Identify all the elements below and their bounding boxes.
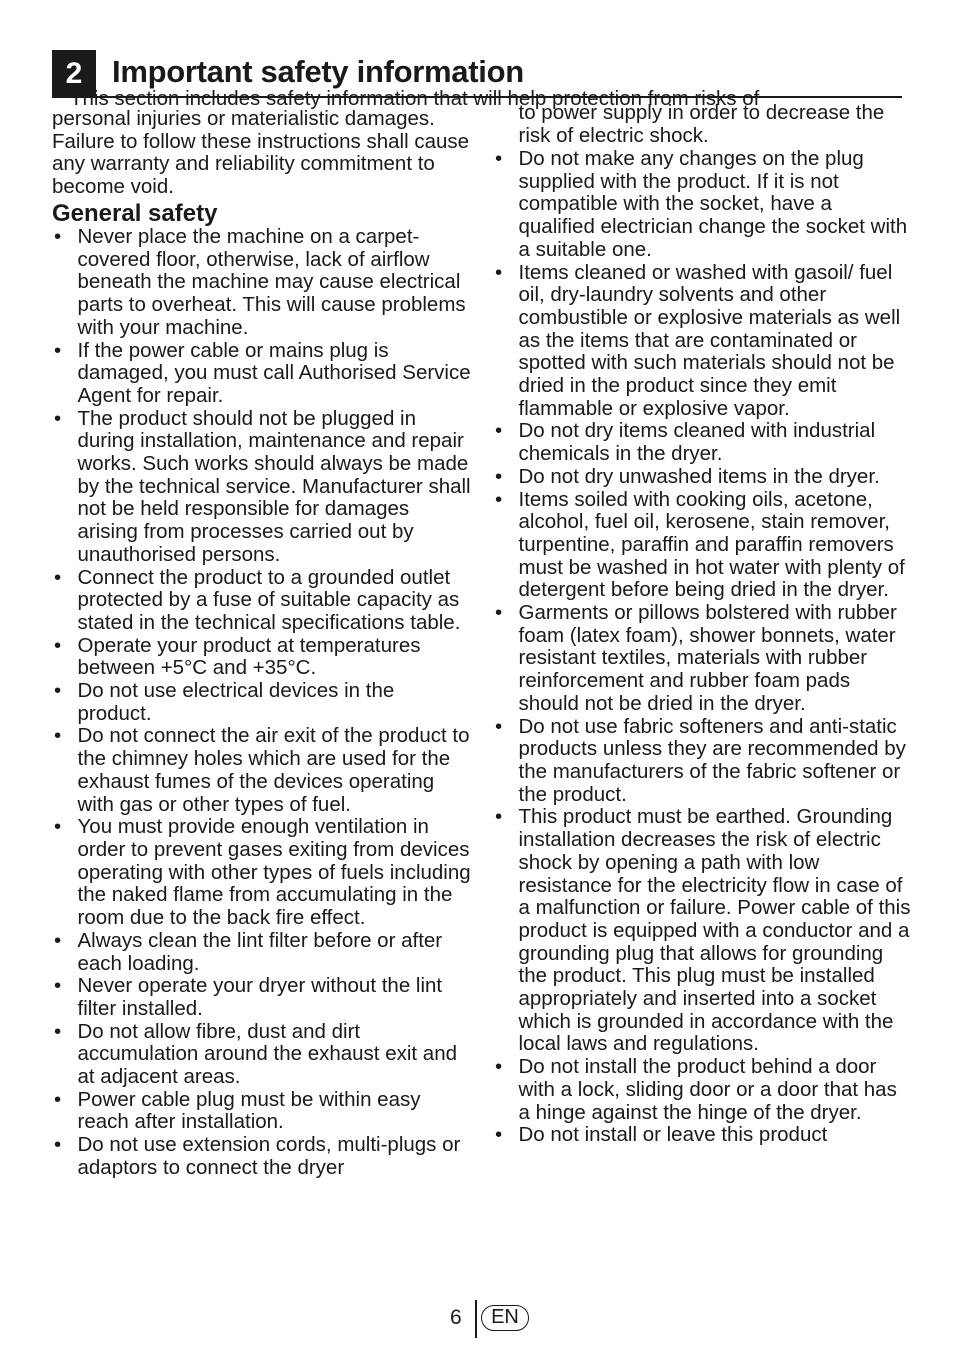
list-item: • Do not dry items cleaned with industrial chemicals in the dryer. [493, 420, 913, 465]
list-item: • Do not dry unwashed items in the dryer. [493, 466, 913, 489]
list-item: • The product should not be plugged in during installation, maintenance and repair works. Such works should always be made by the technical service. Manufacturer shall not be held responsible for damages arising from processes carried out by unauthorised persons. [52, 408, 472, 567]
list-item: • If the power cable or mains plug is damaged, you must call Authorised Service Agent for repair. [52, 340, 472, 408]
list-item: • Do not use fabric softeners and anti-static products unless they are recommended by the manufacturers of the fabric softener or the product. [493, 716, 913, 807]
list-item: • Never place the machine on a carpet-covered floor, otherwise, lack of airflow beneath the machine may cause electrical parts to overheat. This will cause problems with your machine. [52, 226, 472, 340]
list-item: • Do not use electrical devices in the product. [52, 680, 472, 725]
intro-paragraph: personal injuries or materialistic damages. Failure to follow these instructions shall cause any warranty and reliability commitment to become void. [52, 107, 470, 199]
list-item: • Do not allow fibre, dust and dirt accumulation around the exhaust exit and at adjacent areas. [52, 1021, 472, 1089]
intro-first-line: This section includes safety information that will help protection from risks of [70, 87, 760, 110]
list-item: • Do not use extension cords, multi-plugs or adaptors to connect the dryer [52, 1134, 472, 1179]
general-safety-heading: General safety [52, 200, 218, 227]
list-item: • Do not install or leave this product [493, 1124, 913, 1147]
page-title: Important safety information [112, 54, 524, 89]
continued-item-text: to power supply in order to decrease the risk of electric shock. [518, 101, 885, 147]
list-item: • Connect the product to a grounded outlet protected by a fuse of suitable capacity as stated in the technical specifications table. [52, 567, 472, 635]
list-item: • Do not connect the air exit of the product to the chimney holes which are used for the exhaust fumes of the devices operating with gas or other types of fuel. [52, 725, 472, 816]
list-item: • Power cable plug must be within easy reach after installation. [52, 1089, 472, 1134]
list-item: • Do not make any changes on the plug supplied with the product. If it is not compatible with the socket, have a qualified electrician change the socket with a suitable one. [493, 148, 913, 262]
list-item: • Operate your product at temperatures between +5°C and +35°C. [52, 635, 472, 680]
safety-list-left [52, 226, 472, 1180]
language-badge: EN [481, 1305, 529, 1331]
list-item: • Always clean the lint filter before or after each loading. [52, 930, 472, 975]
list-item: • Garments or pillows bolstered with rubber foam (latex foam), shower bonnets, water resistant textiles, materials with rubber reinforcement and rubber foam pads should not be dried in the dryer. [493, 602, 913, 716]
list-item: • Never operate your dryer without the lint filter installed. [52, 975, 472, 1020]
safety-list-right [493, 148, 913, 1147]
page-number: 6 [450, 1306, 462, 1329]
list-item: • Items soiled with cooking oils, acetone, alcohol, fuel oil, kerosene, stain remover, turpentine, paraffin and paraffin removers must be washed in hot water with plenty of detergent before being dried in the dryer. [493, 489, 913, 603]
section-number-badge: 2 [52, 50, 96, 98]
list-item: • You must provide enough ventilation in order to prevent gases exiting from devices operating with other types of fuels including the naked flame from accumulating in the room due to the back fire effect. [52, 816, 472, 930]
list-item: • Items cleaned or washed with gasoil/ fuel oil, dry-laundry solvents and other combustible or explosive materials as well as the items that are contaminated or spotted with such materials should not be dried in the product since they emit flammable or explosive vapor. [493, 262, 913, 421]
footer-divider [475, 1300, 477, 1338]
list-item: • Do not install the product behind a door with a lock, sliding door or a door that has a hinge against the hinge of the dryer. [493, 1056, 913, 1124]
list-item: • This product must be earthed. Grounding installation decreases the risk of electric shock by opening a path with low resistance for the electricity flow in case of a malfunction or failure. Power cable of this product is equipped with a conductor and a grounding plug that allows for grounding the product. This plug must be installed appropriately and inserted into a socket which is grounded in accordance with the local laws and regulations. [493, 806, 913, 1056]
